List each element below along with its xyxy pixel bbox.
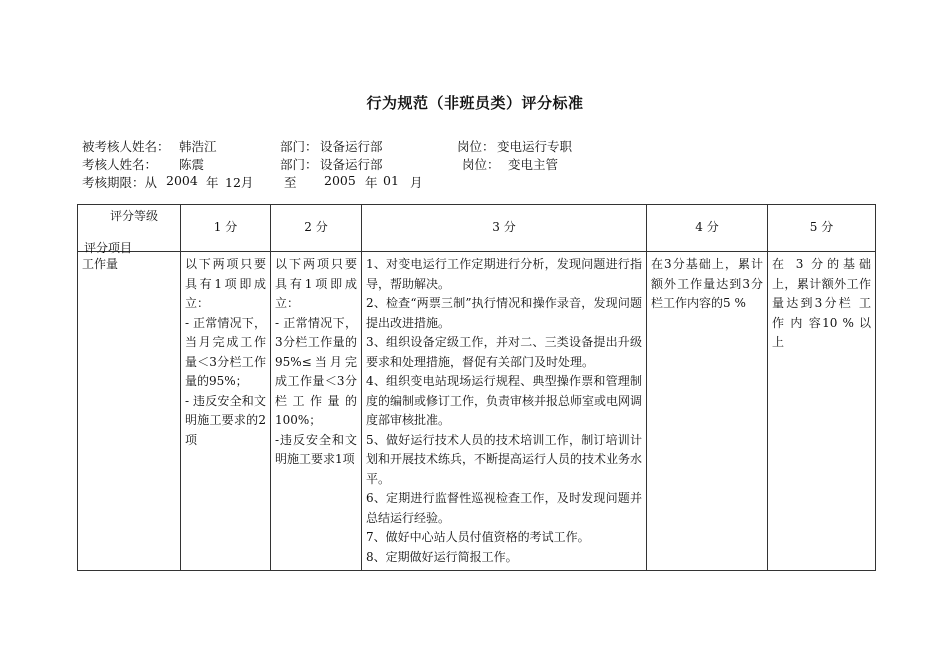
criteria-item: 6、定期进行监督性巡视检查工作，及时发现问题并总结运行经验。 xyxy=(366,491,642,525)
criteria-item: 1、对变电运行工作定期进行分析，发现问题进行指导，帮助解决。 xyxy=(366,257,642,291)
criteria-line: 以下两项只要具有1项即成立： xyxy=(185,257,266,310)
post-label: 岗位： xyxy=(457,139,495,154)
period-label: 考核期限：从 xyxy=(82,175,158,190)
assessor-label: 考核人姓名： xyxy=(82,157,158,172)
criteria-line: 以下两项只要具有1项即成立： xyxy=(275,257,357,310)
criteria-line: - 正常情况下，当月完成工作量＜3分栏工作量的95%； xyxy=(185,315,266,388)
assessee-label: 被考核人姓名： xyxy=(82,139,170,154)
start-month: 12月 xyxy=(225,175,254,190)
dept-label: 部门： xyxy=(280,139,318,154)
score-5-criteria: 在 3 分的基础上，累计额外工作量达到3分栏 工 作 内 容10 % 以上 xyxy=(768,252,876,571)
item-label: 评分项目 xyxy=(84,241,133,255)
dept-value: 设备运行部 xyxy=(320,139,383,154)
page-title: 行为规范（非班员类）评分标准 xyxy=(366,94,584,112)
header-score-4: 4 分 xyxy=(647,205,768,252)
row-label-workload: 工作量 xyxy=(78,252,181,571)
corner-header xyxy=(78,205,181,255)
header-score-3: 3 分 xyxy=(362,205,647,252)
end-year: 2005 xyxy=(324,173,356,188)
month-label: 月 xyxy=(410,175,423,190)
header-score-1: 1 分 xyxy=(181,205,271,252)
criteria-item: 3、组织设备定级工作，并对二、三类设备提出升级要求和处理措施，督促有关部门及时处理。 xyxy=(366,335,642,369)
criteria-line: - 正常情况下，3分栏工作量的95%≤当月完成工作量＜3分栏工作量的100%； xyxy=(275,315,357,427)
dept-label: 部门： xyxy=(280,157,318,172)
criteria-line: -违反安全和文明施工要求1项 xyxy=(275,432,357,466)
criteria-item: 8、定期做好运行简报工作。 xyxy=(366,549,518,564)
criteria-item: 2、检查“两票三制”执行情况和操作录音，发现问题提出改进措施。 xyxy=(366,296,642,330)
year-label: 年 xyxy=(206,175,219,190)
to-label: 至 xyxy=(284,175,297,190)
criteria-item: 4、组织变电站现场运行规程、典型操作票和管理制度的编制或修订工作，负责审核并报总师室或电网调度部审核批准。 xyxy=(366,374,643,427)
start-year: 2004 xyxy=(166,173,198,188)
score-2-criteria xyxy=(271,252,362,571)
grade-label: 评分等级 xyxy=(110,209,159,223)
post-label: 岗位： xyxy=(462,157,500,172)
year-label: 年 xyxy=(365,175,378,190)
score-3-criteria xyxy=(362,252,647,571)
post-value: 变电主管 xyxy=(508,157,559,172)
table-row xyxy=(78,252,876,571)
header-row xyxy=(78,205,876,252)
header-score-5: 5 分 xyxy=(768,205,876,252)
end-month: 01 xyxy=(383,173,399,188)
header-score-2: 2 分 xyxy=(271,205,362,252)
dept-value: 设备运行部 xyxy=(320,157,383,172)
criteria-line: - 违反安全和文明施工要求的2项 xyxy=(185,393,266,447)
criteria-item: 5、做好运行技术人员的技术培训工作，制订培训计划和开展技术练兵，不断提高运行人员的技术业务水平。 xyxy=(366,432,643,486)
criteria-item: 7、做好中心站人员付值资格的考试工作。 xyxy=(366,530,590,544)
scoring-table xyxy=(77,204,876,571)
score-1-criteria xyxy=(181,252,271,571)
assessor-name: 陈震 xyxy=(179,157,205,172)
score-4-criteria: 在3分基础上，累计额外工作量达到3分栏工作内容的5 % xyxy=(647,252,768,571)
post-value: 变电运行专职 xyxy=(497,139,573,154)
assessee-name: 韩浩江 xyxy=(179,139,217,154)
